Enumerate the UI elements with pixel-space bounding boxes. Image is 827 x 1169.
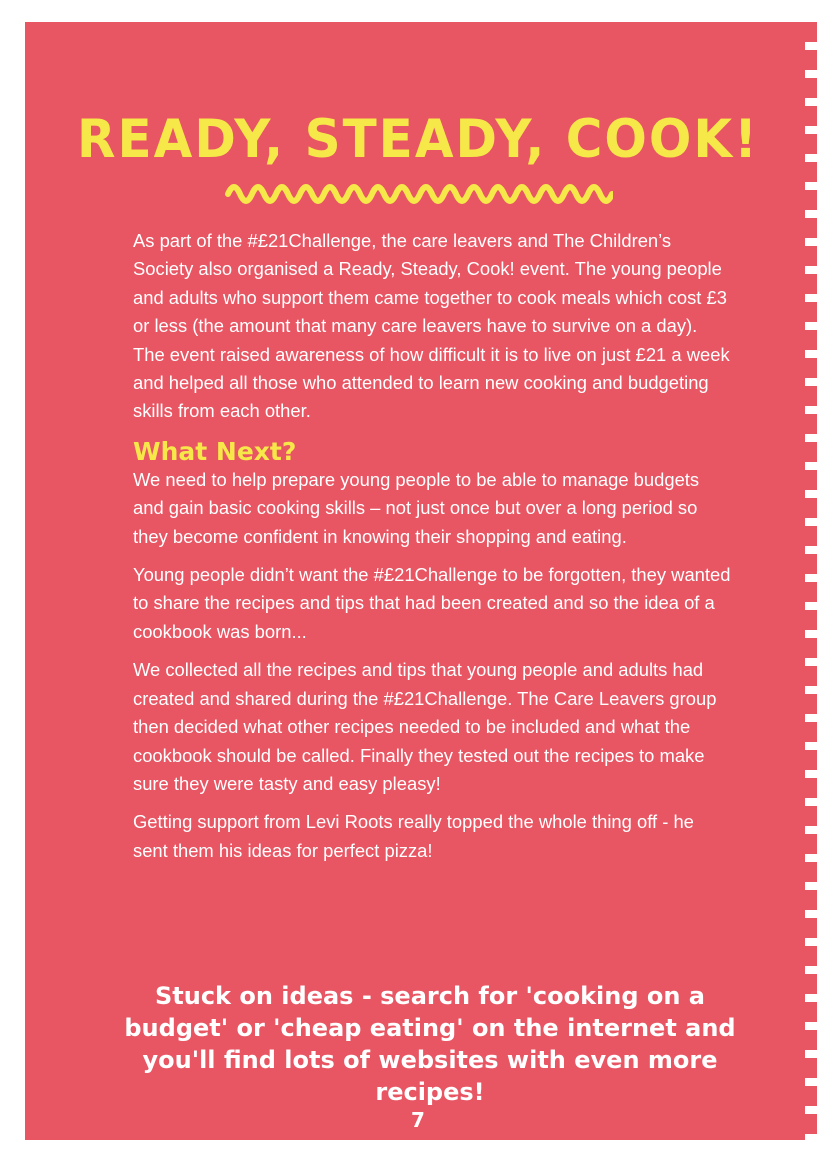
perforated-edge bbox=[805, 22, 817, 1140]
page-number: 7 bbox=[411, 1108, 425, 1132]
squiggle-divider bbox=[223, 172, 613, 208]
paragraph-next-3: We collected all the recipes and tips that young people and adults had created and shared during the #£21Challenge. The Care Leavers group then decided what other recipes needed to be included and what the cookbook should be called. Finally they tested out the recipes to make sure they were tasty and easy pleasy! bbox=[133, 659, 717, 794]
page-title: READY, STEADY, COOK! bbox=[77, 108, 759, 170]
paragraph-next-2: Young people didn’t want the #£21Challenge to be forgotten, they wanted to share the recipes and tips that had been created and so the idea of a cookbook was born... bbox=[133, 564, 731, 642]
tip-callout: Stuck on ideas - search for 'cooking on a budget' or 'cheap eating' on the internet and you'll find lots of websites with even more recipes! bbox=[124, 982, 736, 1106]
what-next-heading: What Next? bbox=[133, 436, 297, 466]
paragraph-next-4: Getting support from Levi Roots really topped the whole thing off - he sent them his ideas for perfect pizza! bbox=[133, 811, 694, 861]
page bbox=[25, 22, 811, 1140]
body-text bbox=[133, 227, 733, 875]
paragraph-next-1: We need to help prepare young people to be able to manage budgets and gain basic cooking skills – not just once but over a long period so they become confident in knowing their shopping and eating. bbox=[133, 468, 700, 547]
intro-paragraph: As part of the #£21Challenge, the care leavers and The Children’s Society also organised a Ready, Steady, Cook! event. The young people and adults who support them came together to cook meals which cost £3 or less (the amount that many care leavers have to survive on a day). The event raised awareness of how difficult it is to live on just £21 a week and helped all those who attended to learn new cooking and budgeting skills from each other. bbox=[133, 230, 730, 422]
